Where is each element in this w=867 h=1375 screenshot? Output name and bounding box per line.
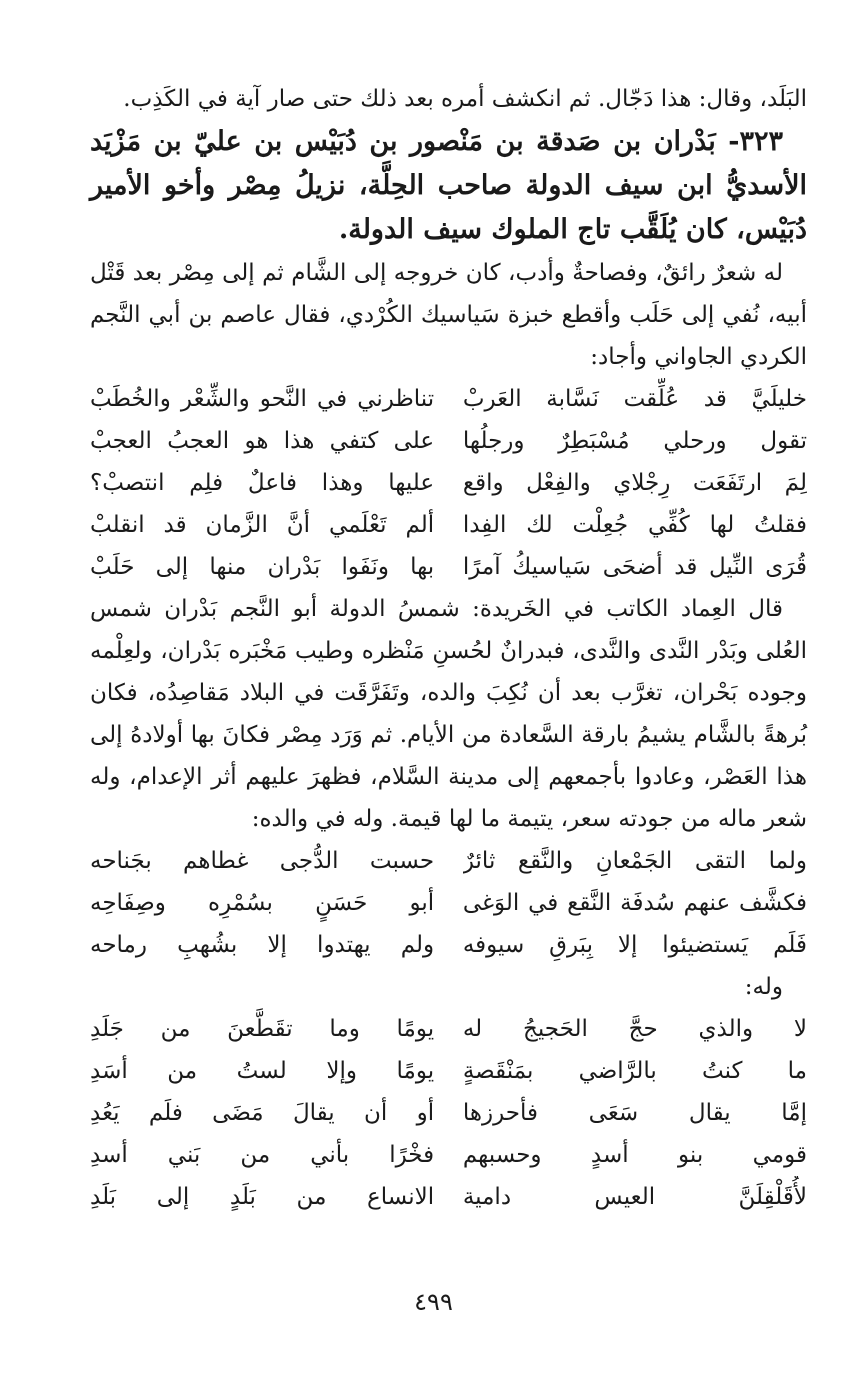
verse-line bbox=[90, 924, 807, 966]
verse-line bbox=[90, 546, 807, 588]
first-hemistich: قُرَى النِّيل قد أضحَى سَياسيكُ آمرًا bbox=[462, 554, 807, 580]
second-hemistich: الانساع من بَلَدٍ إلى بَلَدِ bbox=[90, 1184, 435, 1210]
first-hemistich: فكشَّف عنهم سُدفَة النَّقع في الوَغى bbox=[462, 890, 807, 916]
first-hemistich: ولما التقى الجَمْعانِ والنَّقع ثائرٌ bbox=[462, 848, 807, 874]
second-hemistich: ألم تَعْلَمي أنَّ الزَّمان قد انقلبْ bbox=[90, 512, 435, 538]
second-hemistich: أبو حَسَنٍ بسُمْرِه وصِفَاحِه bbox=[90, 890, 435, 916]
second-hemistich: أو أن يقالَ مَضَى فلَم يَعُدِ bbox=[90, 1100, 435, 1126]
verse-line bbox=[90, 1176, 807, 1218]
verse-line bbox=[90, 1092, 807, 1134]
second-hemistich: بها ونَفَوا بَدْران منها إلى حَلَبْ bbox=[90, 554, 435, 580]
second-hemistich: فخْرًا بأني من بَني أسدِ bbox=[90, 1142, 435, 1168]
verse-line bbox=[90, 1134, 807, 1176]
second-hemistich: يومًا وما تقَطَّعنَ من جَلَدِ bbox=[90, 1016, 435, 1042]
second-hemistich: حسبت الدُّجى غطاهم بجَناحه bbox=[90, 848, 435, 874]
verse-line bbox=[90, 882, 807, 924]
second-hemistich: يومًا وإلا لستُ من أسَدِ bbox=[90, 1058, 435, 1084]
second-hemistich: ولم يهتدوا إلا بشُهبِ رماحه bbox=[90, 932, 435, 958]
verse-line bbox=[90, 420, 807, 462]
paragraph-2: قال العِماد الكاتب في الخَريدة: شمسُ الدولة أبو النَّجم بَدْران شمس العُلى وبَدْر النَّدى والنَّدى، فبدرانٌ لحُسنِ مَنْظره وطيب مَخْبَره بَدْران، ولعِلْمه وجوده بَحْران، تغرَّب بعد أن نُكِبَ والده، وتَفَرَّقَت في البلاد مَقاصِدُه، فكان بُرهةً بالشَّام يشيمُ بارقة السَّعادة من الأيام. ثم وَرَد مِصْر فكانَ بها أولادهُ إلى هذا العَصْر، وعادوا بأجمعهم إلى مدينة السَّلام، فظهرَ عليهم أثر الإعدام، وله شعر ماله من جودته سعر، يتيمة ما لها قيمة. وله في والده: bbox=[90, 596, 807, 832]
page-number: ٤٩٩ bbox=[414, 1288, 453, 1316]
verse-line bbox=[90, 1050, 807, 1092]
first-hemistich: ما كنتُ بالرَّاضي بمَنْقَصةٍ bbox=[462, 1058, 807, 1084]
intro-line: البَلَد، وقال: هذا دَجّال. ثم انكشف أمره بعد ذلك حتى صار آية في الكَذِب. bbox=[123, 86, 807, 112]
first-hemistich: خليلَيَّ قد عُلِّقت نَسَّابة العَربْ bbox=[462, 386, 807, 412]
verse-line bbox=[90, 1008, 807, 1050]
verse-line bbox=[90, 462, 807, 504]
first-hemistich: فَلَم يَستضيئوا إلا بِبَرقِ سيوفه bbox=[462, 932, 807, 958]
poem-1 bbox=[90, 378, 807, 588]
poem-2 bbox=[90, 840, 807, 966]
second-hemistich: على كتفي هذا هو العجبُ العجبْ bbox=[90, 428, 435, 454]
page-content bbox=[90, 78, 807, 1218]
verse-line bbox=[90, 840, 807, 882]
second-hemistich: تناظرني في النَّحو والشِّعْر والخُطَبْ bbox=[90, 386, 435, 412]
paragraph-1: له شعرٌ رائقٌ، وفصاحةٌ وأدب، كان خروجه إلى الشَّام ثم إلى مِصْر بعد قَتْل أبيه، نُفي إلى حَلَب وأقطع خبزة سَياسيك الكُرْدي، فقال عاصم بن أبي النَّجم الكردي الجاواني وأجاد: bbox=[90, 260, 807, 370]
first-hemistich: لِمَ ارتَفَعَت رِجْلاي والفِعْل واقع bbox=[462, 470, 807, 496]
first-hemistich: لأُقَلْقِلَنَّ العيس دامية bbox=[462, 1184, 807, 1210]
paragraph-3: وله: bbox=[744, 974, 783, 1000]
second-hemistich: عليها وهذا فاعلٌ فلِم انتصبْ؟ bbox=[90, 470, 435, 496]
verse-line bbox=[90, 378, 807, 420]
first-hemistich: لا والذي حجَّ الحَجيجُ له bbox=[462, 1016, 807, 1042]
first-hemistich: إمَّا يقال سَعَى فأحرزها bbox=[462, 1100, 807, 1126]
verse-line bbox=[90, 504, 807, 546]
entry-heading: ٣٢٣- بَدْران بن صَدقة بن مَنْصور بن دُبَيْس بن عليّ بن مَزْيَد الأسديُّ ابن سيف الدولة صاحب الحِلَّة، نزيلُ مِصْر وأخو الأمير دُبَيْس، كان يُلَقَّب تاج الملوك سيف الدولة. bbox=[90, 126, 807, 245]
first-hemistich: فقلتُ لها كُفِّي جُعِلْت لك الفِدا bbox=[462, 512, 807, 538]
first-hemistich: تقول ورحلي مُسْبَطِرٌ ورجلُها bbox=[462, 428, 807, 454]
poem-3 bbox=[90, 1008, 807, 1218]
first-hemistich: قومي بنو أسدٍ وحسبهم bbox=[462, 1142, 807, 1168]
